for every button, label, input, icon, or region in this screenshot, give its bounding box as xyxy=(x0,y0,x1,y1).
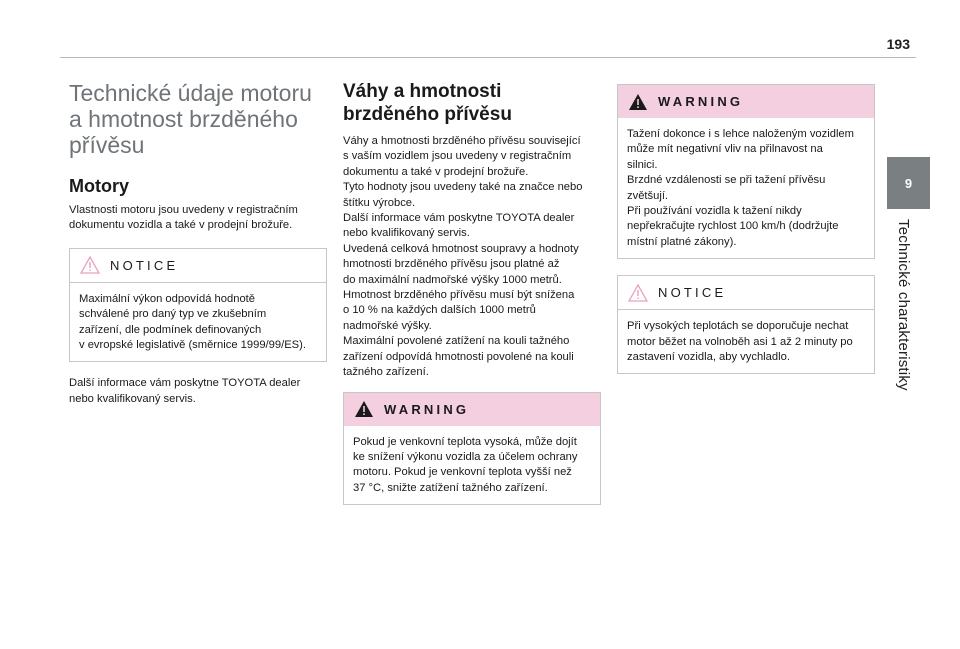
warning-header xyxy=(618,85,874,118)
warning-label: WARNING xyxy=(658,94,744,109)
notice-triangle-icon xyxy=(628,284,648,302)
dealer-info-text: Další informace vám poskytne TOYOTA dealer nebo kvalifikovaný servis. xyxy=(69,377,301,405)
notice-text: Při vysokých teplotách se doporučuje nechat motor běžet na volnoběh asi 1 až 2 minuty po zastavení vozidla, aby vychladlo. xyxy=(627,320,853,364)
section-title: Technické údaje motoru a hmotnost brzděného přívěsu xyxy=(69,80,312,158)
motory-text: Vlastnosti motoru jsou uvedeny v registračním dokumentu vozidla a také v prodejní brožuře. xyxy=(69,204,298,232)
notice-box xyxy=(69,248,327,363)
column-warnings xyxy=(617,84,875,374)
weights-heading: Váhy a hmotnosti brzděného přívěsu xyxy=(343,81,512,125)
notice-header xyxy=(618,276,874,310)
warning-triangle-icon xyxy=(628,93,648,111)
motory-heading: Motory xyxy=(69,176,129,196)
notice-box xyxy=(617,275,875,374)
header-divider xyxy=(60,57,916,58)
warning-box xyxy=(617,84,875,259)
warning-box xyxy=(343,392,601,506)
column-weights xyxy=(343,80,601,505)
notice-header xyxy=(70,249,326,283)
chapter-title: Technické charakteristiky xyxy=(895,219,912,391)
weights-text: Váhy a hmotnosti brzděného přívěsu související s vaším vozidlem jsou uvedeny v registračním dokumentu a také v prodejní brožuře. Tyto hodnoty jsou uvedeny také na značce nebo štítku výrobce. Další informace vám poskytne TOYOTA dealer nebo kvalifikovaný servis. Uvedená celková hmotnost soupravy a hodnoty hmotnosti brzděného přívěsu jsou platné až do maximální nadmořské výšky 1000 metrů. Hmotnost brzděného přívěsu musí být snížena o 10 % na každých dalších 1000 metrů nadmořské výšky. Maximální povolené zatížení na kouli tažného zařízení odpovídá hmotnosti povolené na kouli tažného zařízení. xyxy=(343,135,583,379)
warning-label: WARNING xyxy=(384,401,470,417)
warning-text: Tažení dokonce i s lehce naloženým vozidlem může mít negativní vliv na přilnavost na silnici. Brzdné vzdálenosti se při tažení přívěsu zvětšují. Při používání vozidla k tažení nikdy nepřekračujte rychlost 100 km/h (dodržujte místní platné zákony). xyxy=(627,128,854,248)
column-engine xyxy=(69,80,327,407)
chapter-tab[interactable]: 9 xyxy=(887,157,930,209)
notice-label: NOTICE xyxy=(658,285,727,301)
warning-header xyxy=(344,393,600,426)
page-number: 193 xyxy=(886,36,910,52)
warning-text: Pokud je venkovní teplota vysoká, může dojít ke snížení výkonu vozidla za účelem ochrany motoru. Pokud je venkovní teplota vyšší než 37 °C, snižte zatížení tažného zařízení. xyxy=(353,435,578,494)
notice-label: NOTICE xyxy=(110,257,179,273)
notice-triangle-icon xyxy=(80,256,100,274)
notice-text: Maximální výkon odpovídá hodnotě schválené pro daný typ ve zkušebním zařízení, dle podmínek definovaných v evropské legislativě (směrnice 1999/99/ES). xyxy=(79,292,306,352)
warning-triangle-icon xyxy=(354,400,374,418)
